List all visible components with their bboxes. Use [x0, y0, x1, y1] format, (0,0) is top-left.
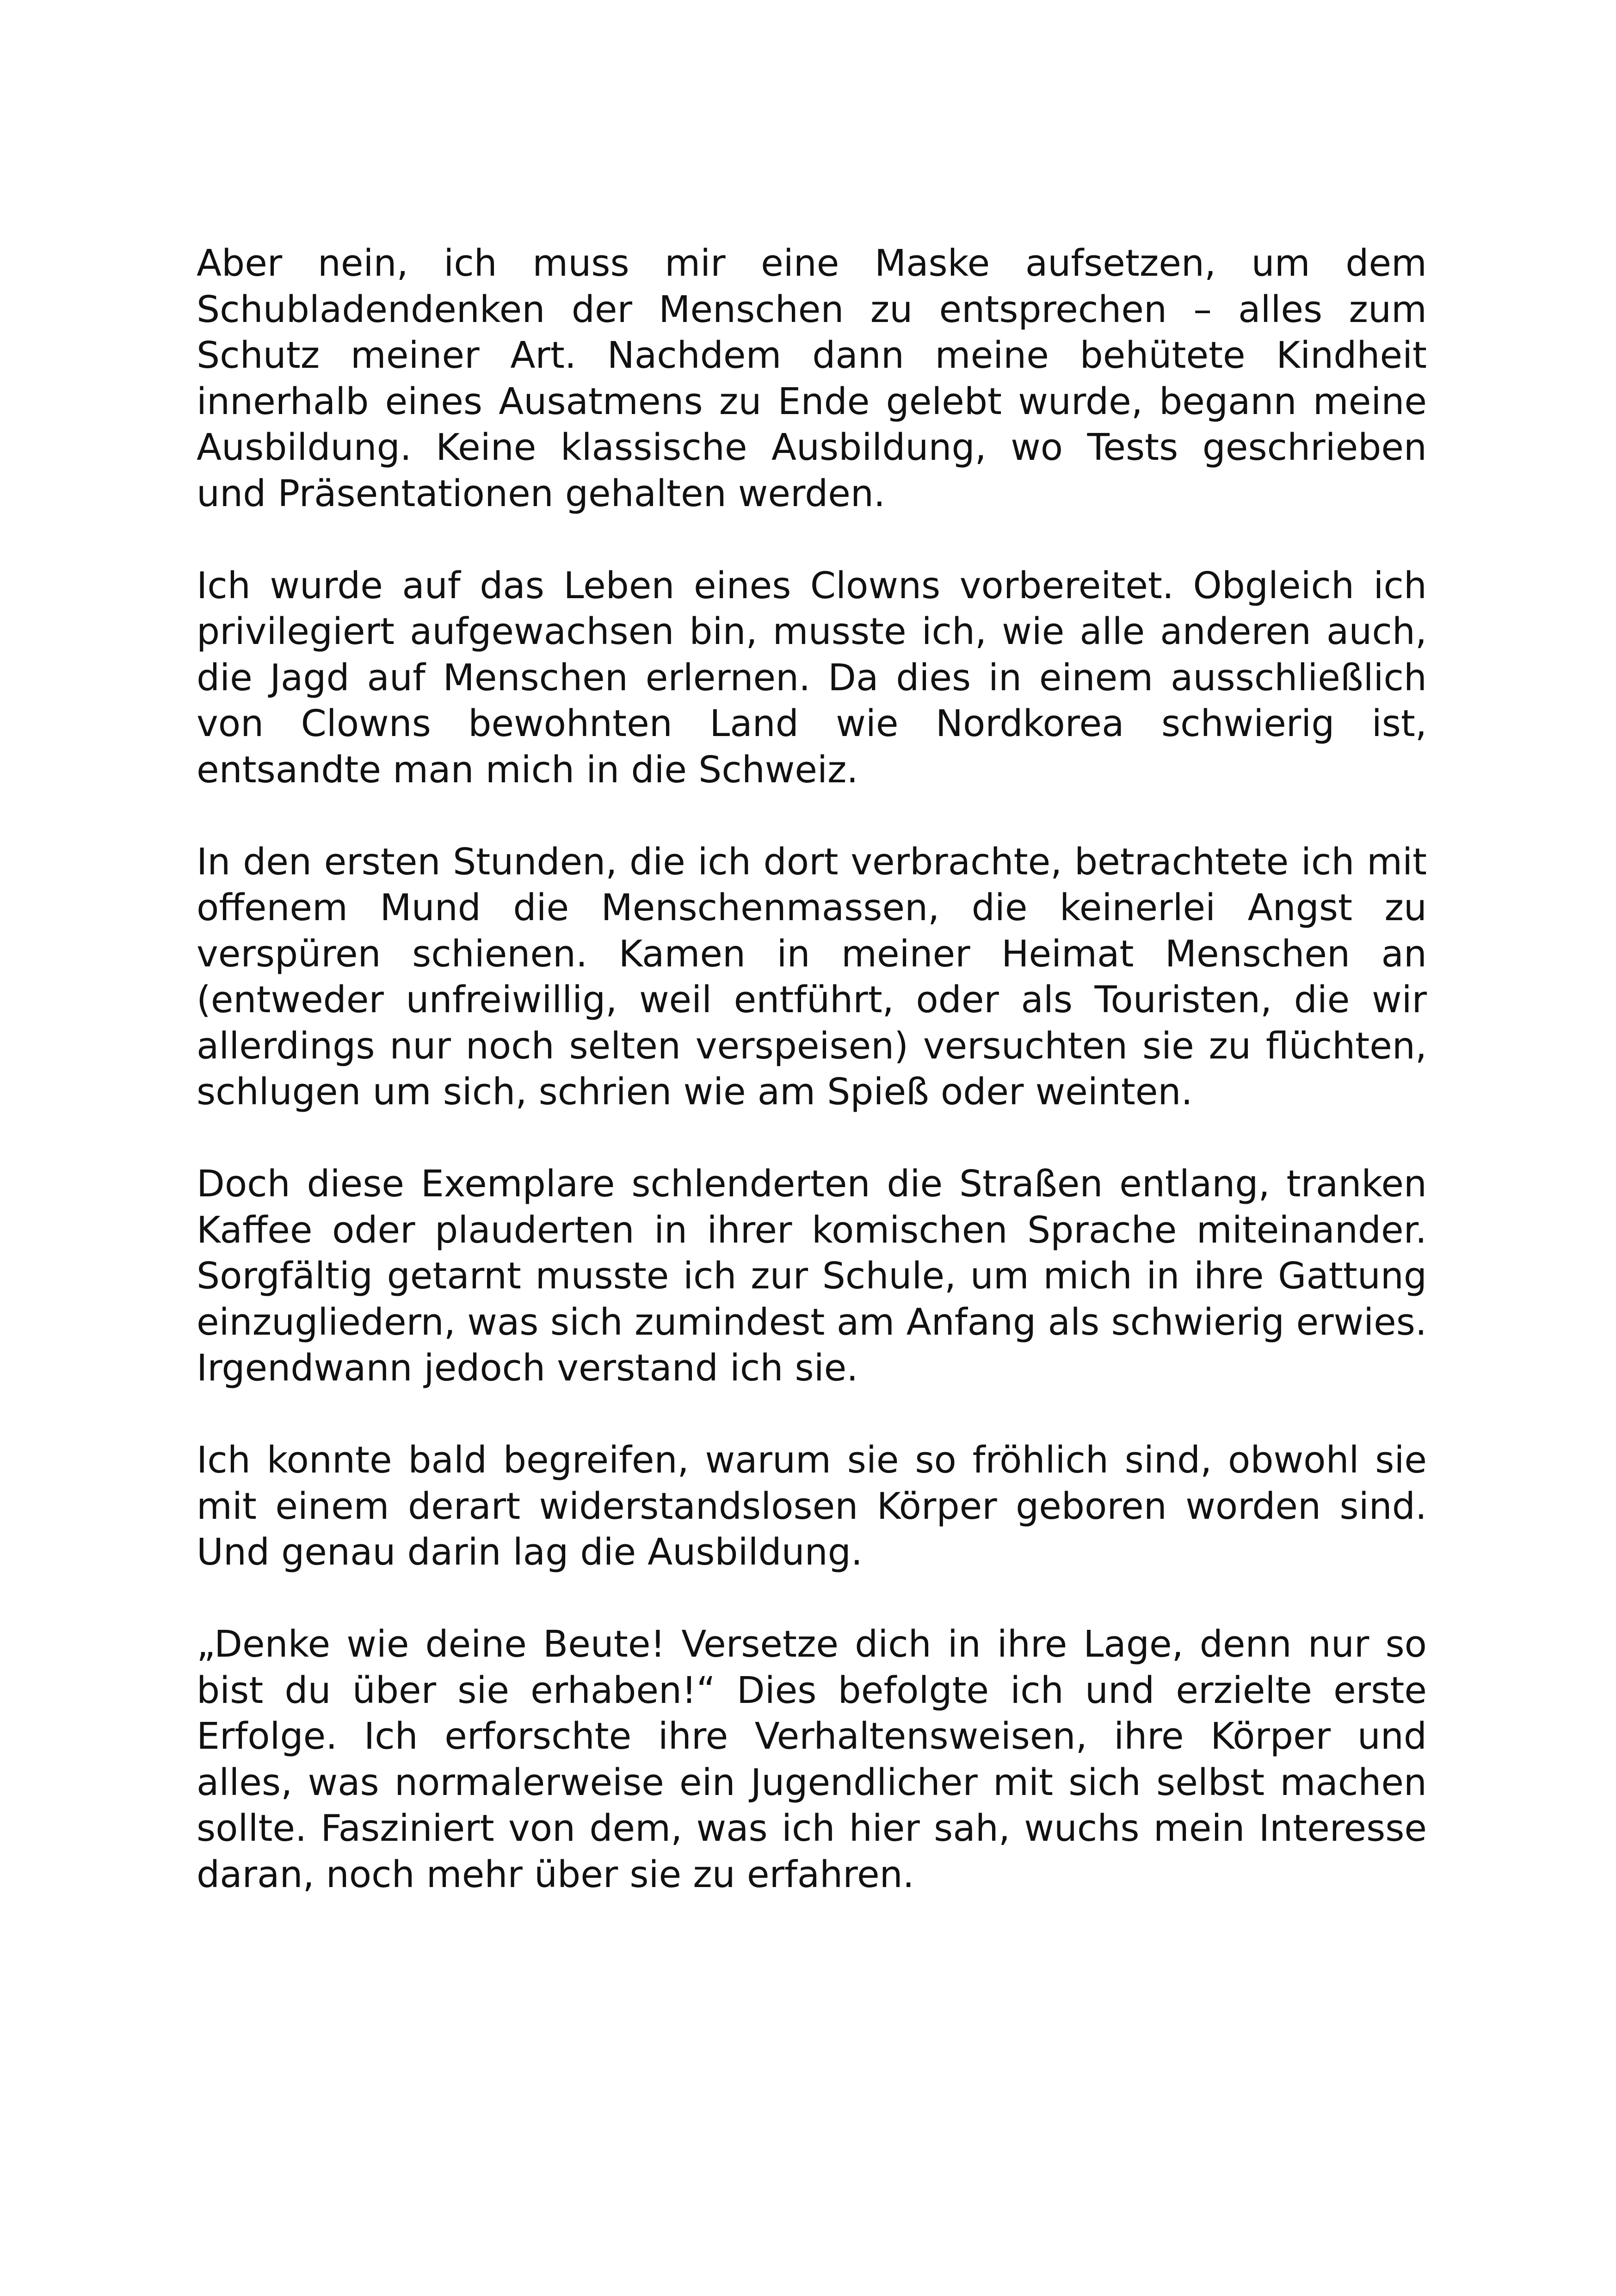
paragraph-4: Doch diese Exemplare schlenderten die Straßen entlang, tranken Kaffee oder plauderten in ihrer komischen Sprache miteinander. Sorgfältig getarnt musste ich zur Schule, um mich in ihre Gattung einzugliedern, was sich zumindest am Anfang als schwierig erwies. Irgendwann jedoch verstand ich sie. [197, 1163, 1427, 1389]
paragraph-3: In den ersten Stunden, die ich dort verbrachte, betrachtete ich mit offenem Mund die Menschenmassen, die keinerlei Angst zu verspüren schienen. Kamen in meiner Heimat Menschen an (entweder unfreiwillig, weil entführt, oder als Touristen, die wir allerdings nur noch selten verspeisen) versuchten sie zu flüchten, schlugen um sich, schrien wie am Spieß oder weinten. [197, 840, 1427, 1113]
paragraph-2: Ich wurde auf das Leben eines Clowns vorbereitet. Obgleich ich privilegiert aufgewachsen bin, musste ich, wie alle anderen auch, die Jagd auf Menschen erlernen. Da dies in einem ausschließlich von Clowns bewohnten Land wie Nordkorea schwierig ist, entsandte man mich in die Schweiz. [197, 564, 1427, 791]
paragraph-6: „Denke wie deine Beute! Versetze dich in ihre Lage, denn nur so bist du über sie erhaben!“ Dies befolgte ich und erzielte erste Erfolge. Ich erforschte ihre Verhaltensweisen, ihre Körper und alles, was normalerweise ein Jugendlicher mit sich selbst machen sollte. Fasziniert von dem, was ich hier sah, wuchs mein Interesse daran, noch mehr über sie zu erfahren. [197, 1623, 1427, 1896]
paragraph-1: Aber nein, ich muss mir eine Maske aufsetzen, um dem Schubladendenken der Menschen zu entsprechen – alles zum Schutz meiner Art. Nachdem dann meine behütete Kindheit innerhalb eines Ausatmens zu Ende gelebt wurde, begann meine Ausbildung. Keine klassische Ausbildung, wo Tests geschrieben und Präsentationen gehalten werden. [197, 242, 1427, 515]
body-text [197, 241, 1427, 1898]
paragraph-5: Ich konnte bald begreifen, warum sie so fröhlich sind, obwohl sie mit einem derart widerstandslosen Körper geboren worden sind. Und genau darin lag die Ausbildung. [197, 1439, 1427, 1573]
